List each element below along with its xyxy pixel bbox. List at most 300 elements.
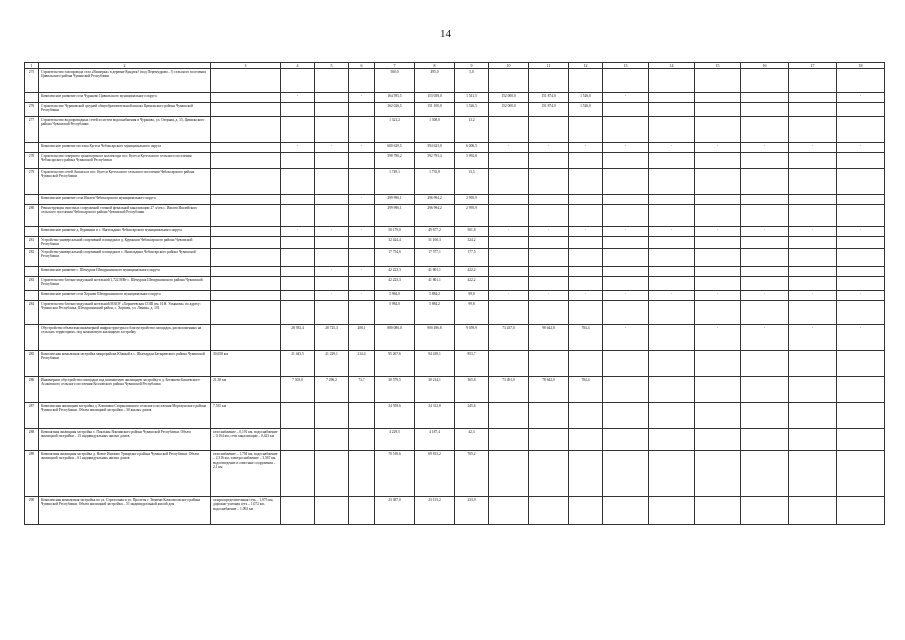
value-col-13: - <box>603 290 649 300</box>
row-number: 286 <box>25 376 39 402</box>
value-col-9: 9 059,9 <box>455 324 489 350</box>
value-col-5 <box>315 276 349 290</box>
value-col-8: 23 153,2 <box>415 496 455 524</box>
column-number: 3 <box>211 63 281 69</box>
row-number: 289 <box>25 450 39 496</box>
value-col-14 <box>649 376 695 402</box>
value-col-15: - <box>695 290 741 300</box>
value-col-14 <box>649 237 695 249</box>
value-col-10 <box>489 276 529 290</box>
capacity <box>211 227 281 237</box>
value-col-10 <box>489 266 529 276</box>
value-col-16 <box>741 428 789 450</box>
value-col-15: - <box>695 143 741 153</box>
value-col-15 <box>695 450 741 496</box>
value-col-12 <box>569 276 603 290</box>
value-col-18 <box>837 496 885 524</box>
value-col-6: 208,1 <box>349 324 375 350</box>
row-number: 287 <box>25 402 39 428</box>
capacity <box>211 276 281 290</box>
value-col-5: - <box>315 143 349 153</box>
value-col-18 <box>837 195 885 205</box>
table-row <box>25 300 885 324</box>
value-col-7: 17 754,6 <box>375 248 415 266</box>
value-col-4 <box>281 69 315 93</box>
value-col-13 <box>603 276 649 290</box>
value-col-16 <box>741 496 789 524</box>
value-col-6 <box>349 450 375 496</box>
value-col-6 <box>349 496 375 524</box>
capacity: 21,38 км <box>211 376 281 402</box>
value-col-5: - <box>315 227 349 237</box>
value-col-18 <box>837 103 885 117</box>
table-row <box>25 227 885 237</box>
value-col-14 <box>649 117 695 143</box>
column-number: 6 <box>349 63 375 69</box>
value-col-5 <box>315 69 349 93</box>
value-col-11 <box>529 69 569 93</box>
value-col-17: - <box>789 227 837 237</box>
column-number: 15 <box>695 63 741 69</box>
value-col-15 <box>695 205 741 227</box>
value-col-11: - <box>529 143 569 153</box>
value-col-8: 594 623,0 <box>415 143 455 153</box>
value-col-7: 1 749,1 <box>375 169 415 195</box>
value-col-9: 422,2 <box>455 266 489 276</box>
table-row <box>25 153 885 169</box>
capacity <box>211 324 281 350</box>
value-col-6 <box>349 428 375 450</box>
value-col-13 <box>603 169 649 195</box>
value-col-18 <box>837 248 885 266</box>
value-col-5 <box>315 237 349 249</box>
value-col-13: - <box>603 227 649 237</box>
value-col-18 <box>837 69 885 93</box>
value-col-7: 299 990,1 <box>375 205 415 227</box>
value-col-4 <box>281 248 315 266</box>
value-col-16 <box>741 450 789 496</box>
value-col-18 <box>837 169 885 195</box>
column-number: 13 <box>603 63 649 69</box>
value-col-16 <box>741 93 789 103</box>
value-col-12: 784,4 <box>569 376 603 402</box>
row-number: 279 <box>25 169 39 195</box>
capacity: газораспределительная сеть – 1,075 км, дорожно-уличная сеть – 1,072 км, водоснабжение – 1,092 км <box>211 496 281 524</box>
value-col-18 <box>837 266 885 276</box>
value-col-18 <box>837 205 885 227</box>
value-col-11 <box>529 248 569 266</box>
value-col-7: 500,0 <box>375 69 415 93</box>
capacity <box>211 93 281 103</box>
value-col-6: - <box>349 143 375 153</box>
table-row <box>25 93 885 103</box>
value-col-6 <box>349 153 375 169</box>
value-col-4: - <box>281 143 315 153</box>
value-col-13 <box>603 153 649 169</box>
value-col-16 <box>741 266 789 276</box>
value-col-9: 324,2 <box>455 237 489 249</box>
value-col-11: 78 642,0 <box>529 376 569 402</box>
value-col-17 <box>789 350 837 376</box>
value-col-14 <box>649 276 695 290</box>
value-col-17 <box>789 266 837 276</box>
value-col-16 <box>741 69 789 93</box>
value-col-12 <box>569 300 603 324</box>
value-col-14 <box>649 103 695 117</box>
value-col-4: - <box>281 93 315 103</box>
value-col-17 <box>789 376 837 402</box>
capacity <box>211 117 281 143</box>
value-col-7: 5 984,0 <box>375 300 415 324</box>
value-col-5 <box>315 153 349 169</box>
value-col-9: 501,8 <box>455 227 489 237</box>
value-col-4: - <box>281 227 315 237</box>
value-col-8: 5 884,2 <box>415 300 455 324</box>
table-row <box>25 450 885 496</box>
value-col-13 <box>603 496 649 524</box>
column-number: 11 <box>529 63 569 69</box>
object-name: Устройство универсальной спортивной площадки в с. Янгильдино Чебоксарского района Чувашской Республики <box>39 248 211 266</box>
value-col-7: 42 223,3 <box>375 276 415 290</box>
value-col-14: - <box>649 143 695 153</box>
value-col-11 <box>529 350 569 376</box>
value-col-14 <box>649 93 695 103</box>
value-col-14 <box>649 266 695 276</box>
value-col-9: 705,2 <box>455 450 489 496</box>
value-col-15 <box>695 428 741 450</box>
value-col-7: 95 267,6 <box>375 350 415 376</box>
value-col-4 <box>281 103 315 117</box>
object-name: Строительство Чураковской средней общеобразовательной школы Цивильского района Чувашской Республики <box>39 103 211 117</box>
column-number: 9 <box>455 63 489 69</box>
value-col-11 <box>529 195 569 205</box>
row-number <box>25 143 39 153</box>
value-col-6 <box>349 248 375 266</box>
value-col-18 <box>837 376 885 402</box>
value-col-8: 4 187,4 <box>415 428 455 450</box>
object-name: Строительство блочно-модульной котельной 1,722 МВт с. Шемурша Шемуршинского района Чувашской Республики <box>39 276 211 290</box>
capacity <box>211 237 281 249</box>
value-col-11 <box>529 276 569 290</box>
value-col-9: 2 995,9 <box>455 195 489 205</box>
value-col-12 <box>569 248 603 266</box>
value-col-17 <box>789 248 837 266</box>
value-col-6 <box>349 103 375 117</box>
value-col-7: 5 984,0 <box>375 290 415 300</box>
value-col-6: - <box>349 227 375 237</box>
value-col-9: 6 006,5 <box>455 143 489 153</box>
value-col-16 <box>741 237 789 249</box>
value-col-7: 4 229,5 <box>375 428 415 450</box>
table-row <box>25 237 885 249</box>
value-col-15 <box>695 195 741 205</box>
value-col-9: 1 541,5 <box>455 93 489 103</box>
value-col-5 <box>315 117 349 143</box>
table-row <box>25 276 885 290</box>
value-col-14 <box>649 324 695 350</box>
value-col-18: - <box>837 143 885 153</box>
capacity: 30,658 км <box>211 350 281 376</box>
value-col-10 <box>489 205 529 227</box>
value-col-17 <box>789 103 837 117</box>
value-col-17 <box>789 117 837 143</box>
value-col-17: - <box>789 143 837 153</box>
value-col-6 <box>349 402 375 428</box>
value-col-6: - <box>349 266 375 276</box>
value-col-12 <box>569 266 603 276</box>
value-col-8: 41 801,1 <box>415 266 455 276</box>
value-col-11 <box>529 402 569 428</box>
value-col-4 <box>281 496 315 524</box>
value-col-7: 30 579,5 <box>375 376 415 402</box>
value-col-5 <box>315 93 349 103</box>
column-number: 17 <box>789 63 837 69</box>
value-col-8: 5 884,2 <box>415 290 455 300</box>
value-col-16: - <box>741 324 789 350</box>
value-col-9: 422,2 <box>455 276 489 290</box>
value-col-13 <box>603 237 649 249</box>
value-col-5 <box>315 402 349 428</box>
value-col-14 <box>649 195 695 205</box>
value-col-5 <box>315 103 349 117</box>
value-col-15 <box>695 237 741 249</box>
row-number <box>25 290 39 300</box>
value-col-14 <box>649 169 695 195</box>
column-number: 18 <box>837 63 885 69</box>
value-col-13 <box>603 350 649 376</box>
column-number: 7 <box>375 63 415 69</box>
value-col-12 <box>569 69 603 93</box>
row-number: 278 <box>25 153 39 169</box>
value-col-17 <box>789 300 837 324</box>
row-number: 281 <box>25 237 39 249</box>
value-col-9: 13,5 <box>455 169 489 195</box>
value-col-9: 245,6 <box>455 402 489 428</box>
value-col-18 <box>837 153 885 169</box>
value-col-16: - <box>741 227 789 237</box>
value-col-6 <box>349 205 375 227</box>
value-col-11 <box>529 117 569 143</box>
capacity <box>211 69 281 93</box>
value-col-13 <box>603 117 649 143</box>
table-row <box>25 402 885 428</box>
value-col-11 <box>529 496 569 524</box>
value-col-10 <box>489 237 529 249</box>
value-col-7: 50 179,0 <box>375 227 415 237</box>
value-col-16: - <box>741 290 789 300</box>
object-name: Строительство сетей Ашкасы в пос. Кугеси Кугесьского сельского поселения Чебоксарского района Чувашской Республики <box>39 169 211 195</box>
value-col-8: 49 677,2 <box>415 227 455 237</box>
value-col-7: 598 780,2 <box>375 153 415 169</box>
value-col-16 <box>741 376 789 402</box>
value-col-15 <box>695 153 741 169</box>
value-col-7: 32 424,4 <box>375 237 415 249</box>
table-row <box>25 143 885 153</box>
value-col-18: - <box>837 227 885 237</box>
row-number: 283 <box>25 276 39 290</box>
table-row <box>25 103 885 117</box>
capacity: газоснабжение – 1,794 км, водоснабжение – 2,316 км, электроснабжение – 3,567 км, водоотведение и очистные сооружения – 2,1 км <box>211 450 281 496</box>
object-name: Обустройство объектами инженерной инфраструктуры и благоустройство площадок, расположенных на сельских территориях, под компактную жилищную застройку <box>39 324 211 350</box>
value-col-17: - <box>789 324 837 350</box>
value-col-4 <box>281 428 315 450</box>
value-col-9: 1 526,5 <box>455 103 489 117</box>
value-col-8: 69 813,2 <box>415 450 455 496</box>
value-col-12 <box>569 117 603 143</box>
value-col-16 <box>741 350 789 376</box>
value-col-11 <box>529 300 569 324</box>
value-col-10 <box>489 69 529 93</box>
object-name: Комплексная жилищная застройка д. Климовка Сатраклинского сельского поселения Моргаушского района Чувашской Республики. Объем жилищной застройки – 30 жилых домов <box>39 402 211 428</box>
table-row <box>25 69 885 93</box>
value-col-12: - <box>569 290 603 300</box>
value-col-12 <box>569 350 603 376</box>
column-number: 14 <box>649 63 695 69</box>
value-col-15 <box>695 117 741 143</box>
value-col-9: 853,7 <box>455 350 489 376</box>
table-row <box>25 117 885 143</box>
value-col-10 <box>489 450 529 496</box>
capacity <box>211 103 281 117</box>
value-col-5: - <box>315 290 349 300</box>
object-name: Строительство блочно-модульной котельной МАОУ «Хоршеевская СОШ им. И.Н. Ульянова» по адресу: Чувашская Республика, Шемуршинский район, с. Хоршеи, ул. Ленина, д. 101 <box>39 300 211 324</box>
row-number: 284 <box>25 300 39 324</box>
value-col-12 <box>569 153 603 169</box>
value-col-4 <box>281 450 315 496</box>
program-table <box>24 62 885 525</box>
value-col-14 <box>649 69 695 93</box>
column-number: 4 <box>281 63 315 69</box>
value-col-13 <box>603 376 649 402</box>
table-row <box>25 266 885 276</box>
value-col-5: 28 725,3 <box>315 324 349 350</box>
table-row <box>25 205 885 227</box>
value-col-16 <box>741 195 789 205</box>
value-col-11: 151 874,0 <box>529 93 569 103</box>
value-col-16 <box>741 205 789 227</box>
value-col-6 <box>349 69 375 93</box>
value-col-5 <box>315 195 349 205</box>
value-col-13 <box>603 205 649 227</box>
value-col-11 <box>529 205 569 227</box>
value-col-16 <box>741 117 789 143</box>
value-col-14 <box>649 153 695 169</box>
value-col-13 <box>603 69 649 93</box>
value-col-12 <box>569 237 603 249</box>
column-number: 5 <box>315 63 349 69</box>
value-col-9: 99,8 <box>455 300 489 324</box>
value-col-17: - <box>789 290 837 300</box>
value-col-12 <box>569 402 603 428</box>
value-col-8: 24 312,8 <box>415 402 455 428</box>
value-col-15: - <box>695 227 741 237</box>
value-col-13 <box>603 300 649 324</box>
value-col-7: 70 518,6 <box>375 450 415 496</box>
value-col-15: - <box>695 324 741 350</box>
value-col-13 <box>603 266 649 276</box>
value-col-4 <box>281 290 315 300</box>
value-col-4: 7 303,0 <box>281 376 315 402</box>
value-col-10: 152 000,0 <box>489 93 529 103</box>
value-col-10: 73 491,0 <box>489 376 529 402</box>
value-col-7: 23 387,0 <box>375 496 415 524</box>
value-col-6 <box>349 237 375 249</box>
value-col-10 <box>489 195 529 205</box>
value-col-6 <box>349 300 375 324</box>
value-col-16 <box>741 300 789 324</box>
value-col-8: 151 100,0 <box>415 103 455 117</box>
value-col-12 <box>569 205 603 227</box>
column-number: 2 <box>39 63 211 69</box>
value-col-11 <box>529 237 569 249</box>
value-col-14 <box>649 450 695 496</box>
value-col-11 <box>529 266 569 276</box>
capacity <box>211 248 281 266</box>
value-col-7: 299 990,1 <box>375 195 415 205</box>
value-col-5 <box>315 169 349 195</box>
value-col-4: 21 443,5 <box>281 350 315 376</box>
value-col-18 <box>837 276 885 290</box>
value-col-10 <box>489 428 529 450</box>
row-number: 282 <box>25 248 39 266</box>
value-col-11 <box>529 428 569 450</box>
row-number <box>25 266 39 276</box>
value-col-14 <box>649 496 695 524</box>
value-col-17 <box>789 450 837 496</box>
table-row <box>25 324 885 350</box>
row-number: 288 <box>25 428 39 450</box>
capacity: 7,535 км <box>211 402 281 428</box>
value-col-4 <box>281 169 315 195</box>
value-col-6 <box>349 117 375 143</box>
value-col-8: 153 058,0 <box>415 93 455 103</box>
value-col-17 <box>789 153 837 169</box>
value-col-17 <box>789 402 837 428</box>
value-col-5 <box>315 428 349 450</box>
object-name: Строительство северного транспортного коллектора пос. Кугеси Кугесьского сельского поселения Чебоксарского района Чувашской Республики <box>39 153 211 169</box>
value-col-17 <box>789 237 837 249</box>
value-col-4 <box>281 195 315 205</box>
value-col-13: - <box>603 93 649 103</box>
value-col-5 <box>315 450 349 496</box>
value-col-16 <box>741 169 789 195</box>
value-col-15 <box>695 69 741 93</box>
object-name: Комплексное развитие села Чураково Цивильского муниципального округа <box>39 93 211 103</box>
value-col-13: - <box>603 143 649 153</box>
value-col-10: - <box>489 143 529 153</box>
value-col-12 <box>569 428 603 450</box>
value-col-8: 900 496,8 <box>415 324 455 350</box>
row-number: 290 <box>25 496 39 524</box>
value-col-13 <box>603 248 649 266</box>
table-row <box>25 496 885 524</box>
value-col-12: 1 526,0 <box>569 93 603 103</box>
value-col-14 <box>649 350 695 376</box>
object-name: Комплексное развитие села Хоршеи Шемуршинского муниципального округа <box>39 290 211 300</box>
value-col-6 <box>349 169 375 195</box>
value-col-18 <box>837 450 885 496</box>
value-col-18 <box>837 350 885 376</box>
object-name: Инженерное обустройство площадки под компактную жилищную застройку в д. Бегишево Бишевского-Асаковского сельского поселения Козловского района Чувашской Республики <box>39 376 211 402</box>
page-number: 14 <box>440 28 451 40</box>
value-col-13 <box>603 450 649 496</box>
object-name: Комплексное развитие села Ишлеи Чебоксарского муниципального округа <box>39 195 211 205</box>
value-col-4: 28 933,4 <box>281 324 315 350</box>
value-col-12: 1 526,0 <box>569 103 603 117</box>
value-col-9: 99,8 <box>455 290 489 300</box>
value-col-15 <box>695 93 741 103</box>
value-col-8: 17 577,1 <box>415 248 455 266</box>
